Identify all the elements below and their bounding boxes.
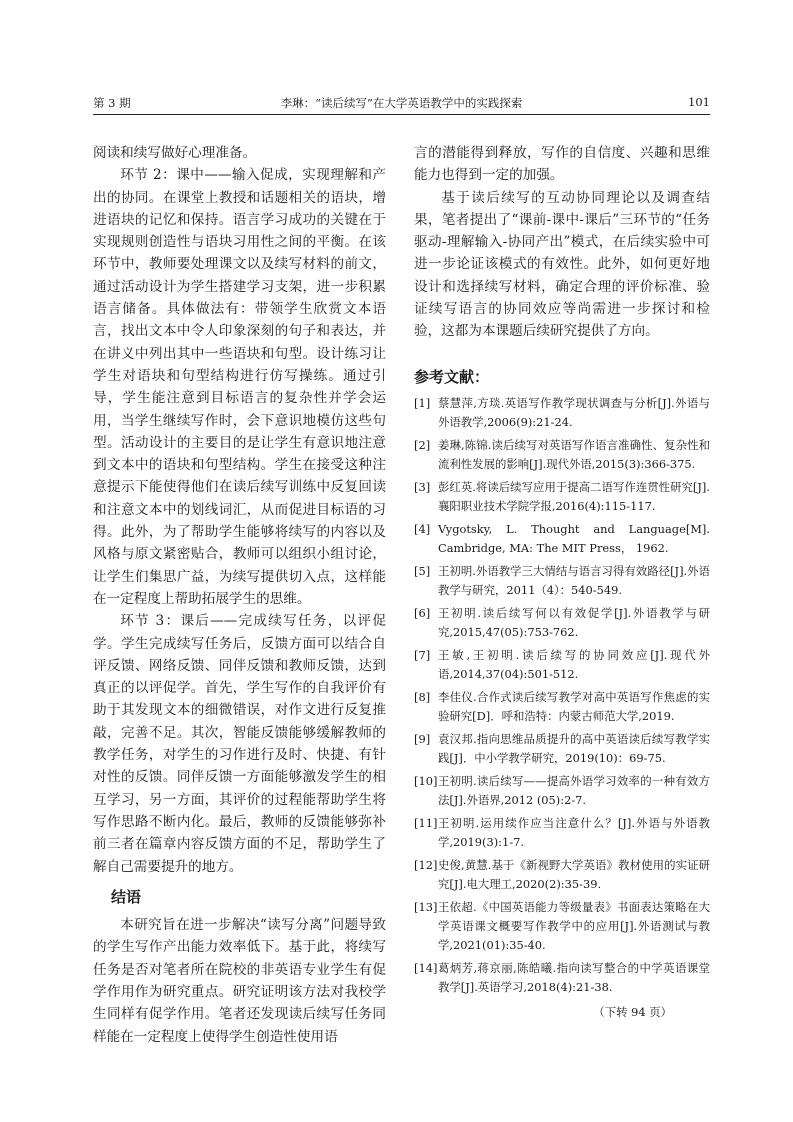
reference-number: [5] — [414, 563, 431, 578]
reference-item — [414, 856, 710, 894]
body-paragraph: 环节 2：课中——输入促成，实现理解和产出的协同。在课堂上教授和话题相关的语块，增进语块的记忆和保持。语言学习成功的关键在于实现规则创造性与语块习用性之间的平衡。在该环节中，教师要处理课文以及续写材料的前文，通过活动设计为学生搭建学习支架，进一步积累语言储备。具体做法有：带领学生欣赏文本语言，找出文本中令人印象深刻的句子和表达，并在讲义中列出其中一些语块和句型。设计练习让学生对语块和句型结构进行仿写操练。通过引导，学生能注意到目标语言的复杂性并学会运用，当学生继续写作时，会下意识地模仿这些句型。活动设计的主要目的是让学生有意识地注意到文本中的语块和句型结构。学生在接受这种注意提示下能使得他们在读后续写训练中反复回读和注意文本中的划线词汇，从而促进目标语的习得。此外，为了帮助学生能够将续写的内容以及风格与原文紧密贴合，教师可以组织小组讨论，让学生们集思广益，为续写提供切入点，这样能在一定程度上帮助拓展学生的思维。 — [93, 167, 386, 607]
issue-number: 第 3 期 — [93, 96, 131, 110]
reference-text: 王初明.读后续写——提高外语学习效率的一种有效方法[J].外语界,2012 (05):2-7. — [438, 773, 710, 807]
reference-item — [414, 478, 710, 516]
reference-item — [414, 814, 710, 852]
reference-number: [9] — [414, 731, 431, 746]
reference-text: Vygotsky, L. Thought and Language[M]. Cambridge, MA: The MIT Press， 1962. — [438, 521, 710, 555]
continued-note: （下转 94 页） — [593, 1004, 672, 1019]
body-paragraph: 基于读后续写的互动协同理论以及调查结果，笔者提出了“课前-课中-课后”三环节的“任务驱动-理解输入-协同产出”模式，在后续实验中可进一步论证该模式的有效性。此外，如何更好地设计和选择续写材料，确定合理的评价标准、验证续写语言的协同效应等尚需进一步探讨和检验，这都为本课题后续研究提供了方向。 — [414, 189, 710, 340]
reference-text: 王敏,王初明.读后续写的协同效应[J].现代外语,2014,37(04):501-512. — [438, 647, 710, 681]
references-title: 参考文献： — [414, 367, 490, 386]
reference-text: 葛炳芳,蒋京丽,陈皓曦.指向读写整合的中学英语课堂教学[J].英语学习,2018(4):21-38. — [438, 960, 710, 994]
reference-number: [2] — [414, 437, 431, 452]
reference-text: 王初明.运用续作应当注意什么？[J].外语与外语教学,2019(3):1-7. — [438, 815, 710, 849]
reference-number: [13] — [414, 899, 438, 914]
reference-text: 王初明.外语教学三大情结与语言习得有效路径[J].外语教学与研究，2011（4）：540-549. — [438, 563, 710, 597]
reference-text: 彭红英.将读后续写应用于提高二语写作连贯性研究[J].襄阳职业技术学院学报,2016(4):115-117. — [438, 479, 710, 513]
reference-item — [414, 604, 710, 642]
section-title-conclusion: 结语 — [111, 887, 142, 906]
reference-number: [4] — [414, 521, 431, 536]
reference-list — [414, 394, 710, 997]
reference-text: 史俊,黄慧.基于《新视野大学英语》教材使用的实证研究[J].电大理工,2020(2):35-39. — [438, 857, 710, 891]
right-column — [414, 142, 710, 1023]
reference-number: [8] — [414, 689, 431, 704]
running-header — [93, 93, 710, 113]
reference-item — [414, 688, 710, 726]
reference-item — [414, 436, 710, 474]
body-paragraph: 言的潜能得到释放，写作的自信度、兴趣和思维能力也得到一定的加强。 — [414, 145, 710, 184]
reference-text: 王依超.《中国英语能力等级量表》书面表达策略在大学英语课文概要写作教学中的应用[J].外语测试与教学,2021(01):35-40. — [438, 899, 710, 952]
body-paragraph: 阅读和续写做好心理准备。 — [93, 145, 257, 161]
reference-number: [7] — [414, 647, 431, 662]
left-column — [93, 142, 386, 1048]
page-number: 101 — [688, 95, 710, 109]
reference-text: 李佳仪.合作式读后续写教学对高中英语写作焦虑的实验研究[D]．呼和浩特：内蒙古师范大学,2019. — [438, 689, 710, 723]
reference-text: 袁汉邦.指向思维品质提升的高中英语读后续写教学实践[J]．中小学教学研究，2019(10)：69-75. — [438, 731, 710, 765]
reference-number: [11] — [414, 815, 438, 830]
reference-item — [414, 646, 710, 684]
reference-item — [414, 959, 710, 997]
reference-number: [6] — [414, 605, 431, 620]
reference-text: 姜琳,陈锦.读后续写对英语写作语言准确性、复杂性和流利性发展的影响[J].现代外语,2015(3):366-375. — [438, 437, 710, 471]
reference-text: 蔡慧萍,方琰.英语写作教学现状调查与分析[J].外语与外语教学,2006(9):21-24. — [438, 395, 710, 429]
running-title: 李琳：“读后续写”在大学英语教学中的实践探索 — [280, 96, 523, 110]
reference-item — [414, 520, 710, 558]
conclusion-paragraph: 本研究旨在进一步解决“读写分离”问题导致的学生写作产出能力效率低下。基于此，将续写任务是否对笔者所在院校的非英语专业学生有促学作用作为研究重点。研究证明该方法对我校学生同样有促学作用。笔者还发现读后续写任务同样能在一定程度上使得学生创造性使用语 — [93, 917, 386, 1045]
reference-number: [1] — [414, 395, 431, 410]
body-paragraph: 环节 3：课后——完成续写任务，以评促学。学生完成续写任务后，反馈方面可以结合自评反馈、网络反馈、同伴反馈和教师反馈，达到真正的以评促学。首先，学生写作的自我评价有助于其发现文本的细微错误，对作文进行反复推敲，完善不足。其次，智能反馈能够缓解教师的教学任务，对学生的习作进行及时、快捷、有针对性的反馈。同伴反馈一方面能够激发学生的相互学习，另一方面，其评价的过程能帮助学生将写作思路不断内化。最后，教师的反馈能够弥补前三者在篇章内容反馈方面的不足，帮助学生了解自己需要提升的地方。 — [93, 613, 386, 875]
reference-text: 王初明.读后续写何以有效促学[J].外语教学与研究,2015,47(05):753-762. — [438, 605, 710, 639]
reference-number: [14] — [414, 960, 438, 975]
reference-item — [414, 730, 710, 768]
reference-item — [414, 772, 710, 810]
reference-number: [3] — [414, 479, 431, 494]
reference-number: [12] — [414, 857, 438, 872]
reference-item — [414, 898, 710, 955]
reference-item — [414, 562, 710, 600]
header-rule — [93, 114, 710, 115]
reference-number: [10] — [414, 773, 438, 788]
reference-item — [414, 394, 710, 432]
